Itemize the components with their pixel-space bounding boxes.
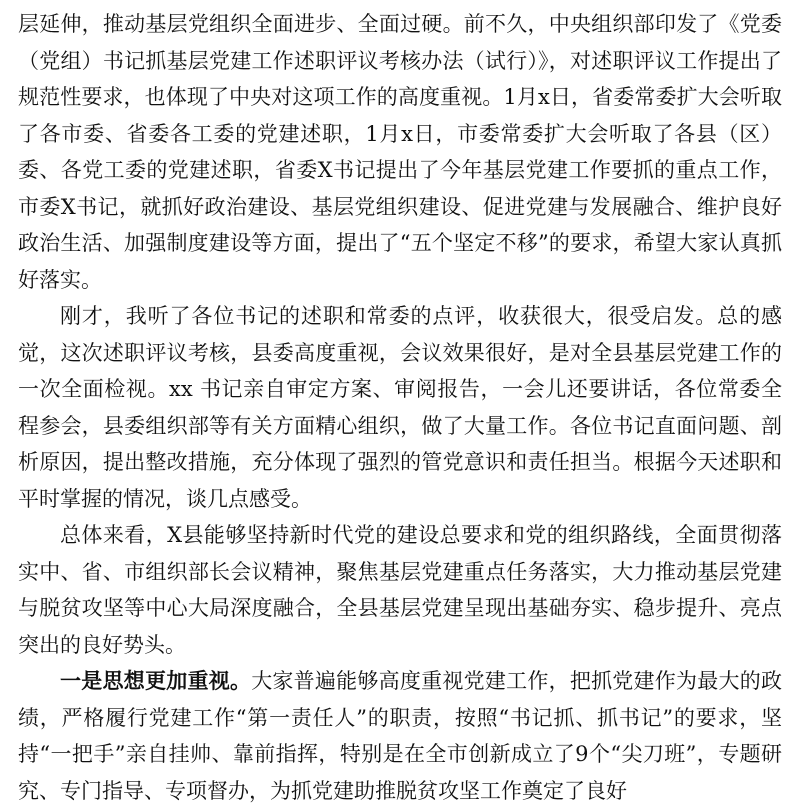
paragraph-2 [18,298,782,517]
paragraph-4-lead: 一是思想更加重视。 [60,668,252,693]
paragraph-4-text: 大家普遍能够高度重视党建工作，把抓党建作为最大的政绩，严格履行党建工作“第一责任人”的职责，按照“书记抓、抓书记”的要求，坚持“一把手”亲自挂帅、靠前指挥，特别是在全市创新成立了9个“尖刀班”，专题研究、专门指导、专项督办，为抓党建助推脱贫攻坚工作奠定了良好 [18,669,783,803]
paragraph-3 [18,517,782,663]
paragraph-3-text: 总体来看，X县能够坚持新时代党的建设总要求和党的组织路线，全面贯彻落实中、省、市组织部长会议精神，聚焦基层党建重点任务落实，大力推动基层党建与脱贫攻坚等中心大局深度融合，全县基层党建呈现出基础夯实、稳步提升、亮点突出的良好势头。 [18,523,782,657]
paragraph-1-text: 层延伸，推动基层党组织全面进步、全面过硬。前不久，中央组织部印发了《党委（党组）书记抓基层党建工作述职评议考核办法（试行）》，对述职评议工作提出了规范性要求，也体现了中央对这项工作的高度重视。1月x日，省委常委扩大会听取了各市委、省委各工委的党建述职，1月x日，市委常委扩大会听取了各县（区）委、各党工委的党建述职，省委X书记提出了今年基层党建工作要抓的重点工作，市委X书记，就抓好政治建设、基层党组织建设、促进党建与发展融合、维护良好政治生活、加强制度建设等方面，提出了“五个坚定不移”的要求，希望大家认真抓好落实。 [18,12,782,292]
paragraph-1 [18,6,782,298]
paragraph-4 [18,663,782,809]
paragraph-2-text: 刚才，我听了各位书记的述职和常委的点评，收获很大，很受启发。总的感觉，这次述职评议考核，县委高度重视，会议效果很好，是对全县基层党建工作的一次全面检视。xx 书记亲自审定方案、审阅报告，一会儿还要讲话，各位常委全程参会，县委组织部等有关方面精心组织，做了大量工作。各位书记直面问题、剖析原因，提出整改措施，充分体现了强烈的管党意识和责任担当。根据今天述职和平时掌握的情况，谈几点感受。 [18,304,782,511]
